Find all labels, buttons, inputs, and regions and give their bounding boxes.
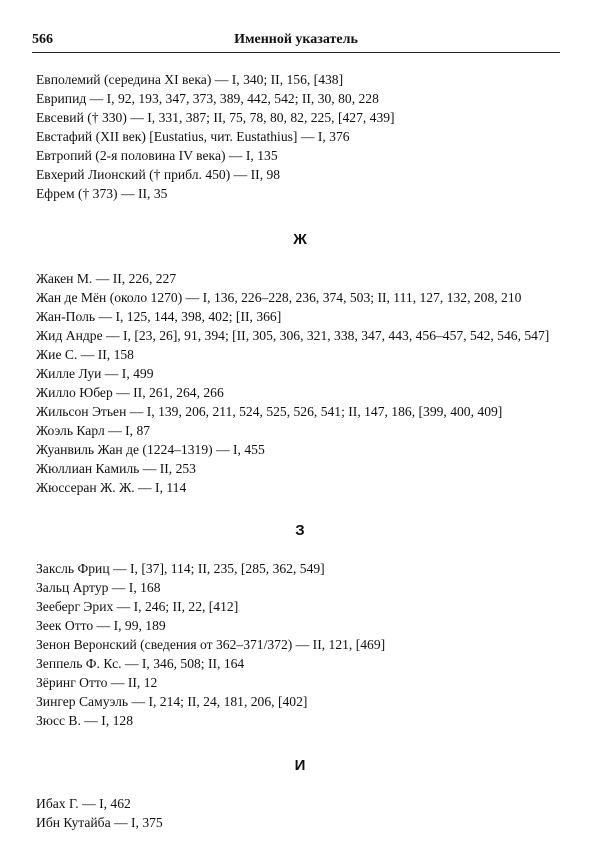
- index-entry: Евсевий († 330) — I, 331, 387; II, 75, 78, 80, 82, 225, [427, 439]: [36, 110, 395, 125]
- index-entry: Зюсс В. — I, 128: [36, 713, 134, 728]
- index-entry: Жан-Поль — I, 125, 144, 398, 402; [II, 366]: [36, 309, 282, 324]
- index-entry: Жюссеран Ж. Ж. — I, 114: [36, 480, 187, 495]
- entries-zh: [36, 269, 549, 497]
- index-entry: Заксль Фриц — I, [37], 114; II, 235, [285, 362, 549]: [36, 561, 325, 576]
- index-entry: Жилло Юбер — II, 261, 264, 266: [36, 385, 224, 400]
- index-entry: Евхерий Лионский († прибл. 450) — II, 98: [36, 167, 281, 182]
- index-entry: Жуанвиль Жан де (1224–1319) — I, 455: [36, 442, 265, 457]
- section-heading-z: З: [295, 522, 305, 539]
- index-entry: Евполемий (середина XI века) — I, 340; II, 156, [438]: [36, 72, 344, 87]
- index-entry: Жюллиан Камиль — II, 253: [36, 461, 196, 476]
- index-entry: Зеек Отто — I, 99, 189: [36, 618, 166, 633]
- index-entry: Зеппель Ф. Кс. — I, 346, 508; II, 164: [36, 656, 245, 671]
- page-number: 566: [32, 32, 53, 47]
- index-entry: Жоэль Карл — I, 87: [36, 423, 151, 438]
- entries-i: [36, 794, 163, 832]
- index-entry: Жильсон Этьен — I, 139, 206, 211, 524, 525, 526, 541; II, 147, 186, [399, 400, 409]: [36, 404, 503, 419]
- entries-e: [36, 70, 395, 203]
- section-heading-zh: Ж: [293, 231, 307, 248]
- index-entry: Жакен М. — II, 226, 227: [36, 271, 177, 286]
- running-header: [32, 30, 560, 53]
- header-title: Именной указатель: [234, 32, 358, 47]
- index-entry: Ибах Г. — I, 462: [36, 796, 131, 811]
- index-entry: Зёринг Отто — II, 12: [36, 675, 158, 690]
- index-entry: Зееберг Эрих — I, 246; II, 22, [412]: [36, 599, 239, 614]
- index-entry: Жид Андре — I, [23, 26], 91, 394; [II, 305, 306, 321, 338, 347, 443, 456–457, 542, 546, 547]: [36, 328, 550, 343]
- section-heading-i: И: [294, 757, 306, 774]
- index-entry: Ибн Кутайба — I, 375: [36, 815, 163, 830]
- index-entry: Зенон Веронский (сведения от 362–371/372) — II, 121, [469]: [36, 637, 386, 652]
- index-entry: Евтропий (2-я половина IV века) — I, 135: [36, 148, 278, 163]
- index-entry: Жан де Мён (около 1270) — I, 136, 226–228, 236, 374, 503; II, 111, 127, 132, 208, 210: [36, 290, 522, 305]
- index-entry: Ефрем († 373) — II, 35: [36, 186, 168, 201]
- index-entry: Зингер Самуэль — I, 214; II, 24, 181, 206, [402]: [36, 694, 308, 709]
- index-entry: Жие С. — II, 158: [36, 347, 134, 362]
- index-entry: Евстафий (XII век) [Eustatius, чит. Eustathius] — I, 376: [36, 129, 350, 144]
- index-entry: Еврипид — I, 92, 193, 347, 373, 389, 442, 542; II, 30, 80, 228: [36, 91, 379, 106]
- entries-z: [36, 559, 385, 730]
- index-entry: Жилле Луи — I, 499: [36, 366, 154, 381]
- index-entry: Зальц Артур — I, 168: [36, 580, 161, 595]
